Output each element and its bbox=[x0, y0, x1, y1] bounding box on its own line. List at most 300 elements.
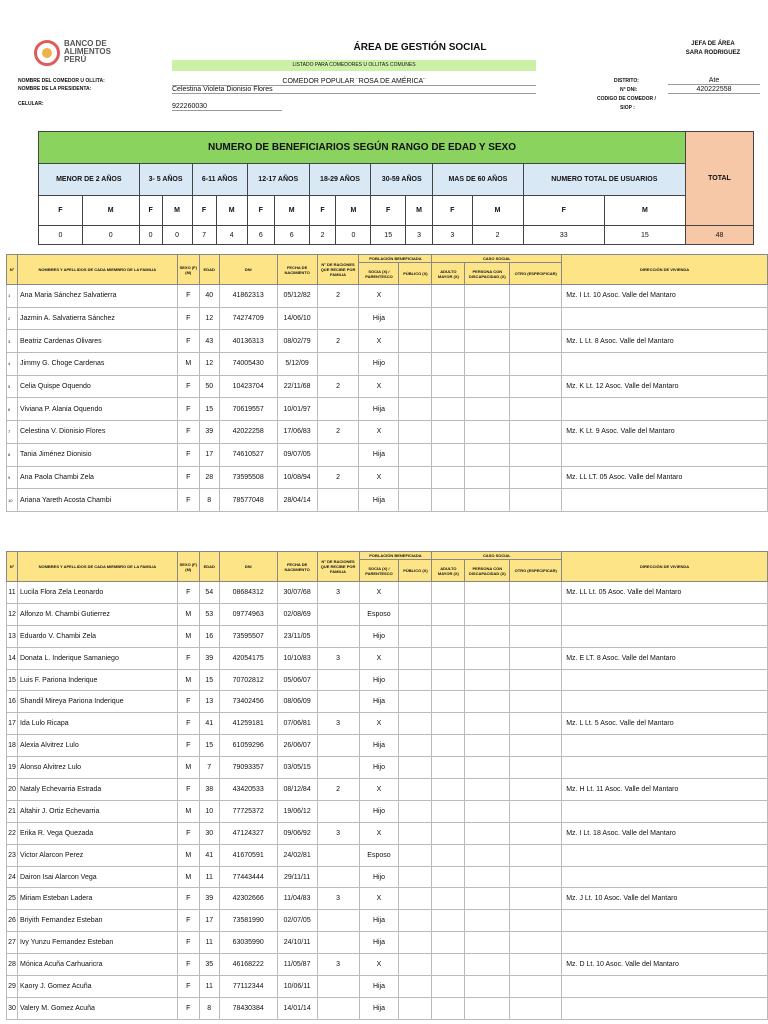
member-publico bbox=[399, 932, 432, 954]
member-name: Jimmy G. Choge Cardenas bbox=[17, 353, 177, 376]
member-adulto bbox=[432, 779, 465, 801]
member-otro bbox=[510, 421, 562, 444]
member-adulto bbox=[432, 466, 465, 489]
member-socia: Hija bbox=[359, 976, 399, 998]
member-rations bbox=[317, 866, 359, 888]
presidenta-field[interactable]: Celestina Violeta Dionisio Flores bbox=[172, 86, 536, 94]
member-adulto bbox=[432, 330, 465, 353]
logo-text: BANCO DE ALIMENTOS PERÚ bbox=[64, 39, 111, 64]
member-rations bbox=[317, 669, 359, 691]
member-discapacidad bbox=[465, 582, 510, 604]
member-adulto bbox=[432, 582, 465, 604]
member-discapacidad bbox=[465, 757, 510, 779]
member-otro bbox=[510, 489, 562, 512]
table-row bbox=[7, 307, 768, 330]
th-num: N° bbox=[7, 552, 18, 582]
member-name: Alonso Alvitrez Lulo bbox=[17, 757, 177, 779]
member-publico bbox=[399, 844, 432, 866]
member-otro bbox=[510, 735, 562, 757]
member-birthdate: 23/11/05 bbox=[277, 625, 317, 647]
member-address: Mz. K Lt. 9 Asoc. Valle del Mantaro bbox=[562, 421, 768, 444]
th-publico: PÚBLICO (X) bbox=[399, 560, 432, 582]
member-discapacidad bbox=[465, 735, 510, 757]
member-address bbox=[562, 866, 768, 888]
row-number: 11 bbox=[7, 582, 18, 604]
member-socia: Hijo bbox=[359, 625, 399, 647]
member-socia: Hija bbox=[359, 997, 399, 1019]
member-age: 39 bbox=[199, 647, 219, 669]
member-adulto bbox=[432, 910, 465, 932]
member-publico bbox=[399, 375, 432, 398]
member-publico bbox=[399, 353, 432, 376]
row-number: 18 bbox=[7, 735, 18, 757]
member-adulto bbox=[432, 822, 465, 844]
member-birthdate: 10/01/97 bbox=[277, 398, 317, 421]
th-age: EDAD bbox=[199, 255, 219, 285]
member-adulto bbox=[432, 691, 465, 713]
member-discapacidad bbox=[465, 398, 510, 421]
row-number: 4 bbox=[7, 353, 18, 376]
member-otro bbox=[510, 307, 562, 330]
member-discapacidad bbox=[465, 779, 510, 801]
member-rations: 3 bbox=[317, 582, 359, 604]
member-birthdate: 24/02/81 bbox=[277, 844, 317, 866]
member-adulto bbox=[432, 443, 465, 466]
member-dni: 41862313 bbox=[219, 285, 277, 308]
member-age: 39 bbox=[199, 888, 219, 910]
member-birthdate: 08/02/79 bbox=[277, 330, 317, 353]
row-number: 19 bbox=[7, 757, 18, 779]
comedor-field[interactable]: COMEDOR POPULAR ¨ROSA DE AMÉRICA¨ bbox=[172, 78, 536, 86]
member-adulto bbox=[432, 353, 465, 376]
member-dni: 42022258 bbox=[219, 421, 277, 444]
member-age: 11 bbox=[199, 932, 219, 954]
member-rations: 2 bbox=[317, 330, 359, 353]
row-number: 7 bbox=[7, 421, 18, 444]
member-age: 7 bbox=[199, 757, 219, 779]
member-birthdate: 05/12/82 bbox=[277, 285, 317, 308]
row-number: 16 bbox=[7, 691, 18, 713]
th-birth: FECHA DE NACIMIENTO bbox=[277, 255, 317, 285]
member-name: Celestina V. Dionisio Flores bbox=[17, 421, 177, 444]
member-name: Celia Quispe Oquendo bbox=[17, 375, 177, 398]
member-address bbox=[562, 800, 768, 822]
member-otro bbox=[510, 866, 562, 888]
member-age: 15 bbox=[199, 735, 219, 757]
th-publico: PÚBLICO (X) bbox=[399, 263, 432, 285]
member-otro bbox=[510, 398, 562, 421]
table-row bbox=[7, 603, 768, 625]
member-otro bbox=[510, 330, 562, 353]
member-adulto bbox=[432, 285, 465, 308]
member-address bbox=[562, 398, 768, 421]
member-publico bbox=[399, 800, 432, 822]
th-poblacion: POBLACIÓN BENEFICIADA bbox=[359, 552, 432, 560]
count-cell: 3 bbox=[433, 226, 472, 245]
member-publico bbox=[399, 779, 432, 801]
member-rations: 2 bbox=[317, 466, 359, 489]
member-dni: 41259181 bbox=[219, 713, 277, 735]
members-table-header bbox=[7, 552, 768, 582]
th-name: NOMBRES Y APELLIDOS DE CADA MIEMBRO DE LA FAMILIA bbox=[17, 552, 177, 582]
age-range-header: 12-17 AÑOS bbox=[247, 164, 309, 196]
member-birthdate: 11/05/87 bbox=[277, 954, 317, 976]
member-dni: 42302666 bbox=[219, 888, 277, 910]
member-birthdate: 5/12/09 bbox=[277, 353, 317, 376]
member-address: Mz. LL LT. 05 Asoc. Valle del Mantaro bbox=[562, 466, 768, 489]
th-socia: SOCIA (X) / PARENTESCO bbox=[359, 560, 399, 582]
member-age: 16 bbox=[199, 625, 219, 647]
th-rations: N° DE RACIONES QUE RECIBE POR FAMILIA bbox=[317, 552, 359, 582]
th-dni: DNI bbox=[219, 255, 277, 285]
table-row bbox=[7, 735, 768, 757]
member-rations: 2 bbox=[317, 285, 359, 308]
member-publico bbox=[399, 888, 432, 910]
member-name: Donata L. Inderique Samaniego bbox=[17, 647, 177, 669]
member-discapacidad bbox=[465, 800, 510, 822]
member-address bbox=[562, 757, 768, 779]
member-socia: Hija bbox=[359, 691, 399, 713]
member-publico bbox=[399, 285, 432, 308]
member-discapacidad bbox=[465, 997, 510, 1019]
celular-field[interactable]: 922260030 bbox=[172, 103, 282, 111]
comedor-label: NOMBRE DEL COMEDOR U OLLITA: bbox=[18, 78, 105, 84]
member-rations: 3 bbox=[317, 822, 359, 844]
member-birthdate: 10/06/11 bbox=[277, 976, 317, 998]
member-discapacidad bbox=[465, 330, 510, 353]
member-dni: 79093357 bbox=[219, 757, 277, 779]
member-dni: 73595508 bbox=[219, 466, 277, 489]
distrito-field[interactable]: Ate bbox=[668, 77, 760, 85]
member-dni: 73581990 bbox=[219, 910, 277, 932]
member-age: 17 bbox=[199, 443, 219, 466]
member-adulto bbox=[432, 375, 465, 398]
row-number: 14 bbox=[7, 647, 18, 669]
member-discapacidad bbox=[465, 489, 510, 512]
sex-header-row bbox=[39, 196, 754, 226]
table-row bbox=[7, 910, 768, 932]
member-discapacidad bbox=[465, 954, 510, 976]
member-dni: 42054175 bbox=[219, 647, 277, 669]
count-cell: 0 bbox=[39, 226, 83, 245]
th-name: NOMBRES Y APELLIDOS DE CADA MIEMBRO DE LA FAMILIA bbox=[17, 255, 177, 285]
age-range-header: MAS DE 60 AÑOS bbox=[433, 164, 524, 196]
th-adulto: ADULTO MAYOR (X) bbox=[432, 263, 465, 285]
member-name: Briyith Fernandez Esteban bbox=[17, 910, 177, 932]
member-address bbox=[562, 976, 768, 998]
jefa-name: SARA RODRIGUEZ bbox=[685, 50, 741, 56]
counts-row bbox=[39, 226, 754, 245]
member-sex: F bbox=[177, 954, 199, 976]
table-row bbox=[7, 844, 768, 866]
member-rations bbox=[317, 489, 359, 512]
row-number: 13 bbox=[7, 625, 18, 647]
sex-f: F bbox=[139, 196, 162, 226]
member-discapacidad bbox=[465, 932, 510, 954]
member-adulto bbox=[432, 932, 465, 954]
count-cell: 2 bbox=[472, 226, 523, 245]
summary-title: NUMERO DE BENEFICIARIOS SEGÚN RANGO DE EDAD Y SEXO bbox=[39, 132, 686, 164]
table-row bbox=[7, 669, 768, 691]
beneficiaries-summary-table bbox=[38, 131, 754, 245]
member-publico bbox=[399, 822, 432, 844]
member-otro bbox=[510, 625, 562, 647]
count-cell: 15 bbox=[604, 226, 685, 245]
member-socia: X bbox=[359, 330, 399, 353]
member-publico bbox=[399, 489, 432, 512]
member-publico bbox=[399, 691, 432, 713]
count-cell: 0 bbox=[139, 226, 162, 245]
member-discapacidad bbox=[465, 375, 510, 398]
table-row bbox=[7, 443, 768, 466]
member-age: 28 bbox=[199, 466, 219, 489]
member-otro bbox=[510, 757, 562, 779]
member-otro bbox=[510, 285, 562, 308]
member-dni: 78577048 bbox=[219, 489, 277, 512]
member-sex: F bbox=[177, 888, 199, 910]
member-name: Ida Lulo Ricapa bbox=[17, 713, 177, 735]
row-number: 1 bbox=[7, 285, 18, 308]
table-row bbox=[7, 375, 768, 398]
member-discapacidad bbox=[465, 285, 510, 308]
member-age: 12 bbox=[199, 307, 219, 330]
member-name: Victor Alarcon Perez bbox=[17, 844, 177, 866]
member-discapacidad bbox=[465, 713, 510, 735]
member-birthdate: 10/08/94 bbox=[277, 466, 317, 489]
member-birthdate: 29/11/11 bbox=[277, 866, 317, 888]
member-socia: Esposo bbox=[359, 603, 399, 625]
member-address bbox=[562, 443, 768, 466]
member-dni: 73595507 bbox=[219, 625, 277, 647]
member-otro bbox=[510, 844, 562, 866]
age-range-header: MENOR DE 2 AÑOS bbox=[39, 164, 140, 196]
member-age: 11 bbox=[199, 976, 219, 998]
member-dni: 78430384 bbox=[219, 997, 277, 1019]
member-otro bbox=[510, 691, 562, 713]
sex-f: F bbox=[247, 196, 274, 226]
member-rations bbox=[317, 443, 359, 466]
member-otro bbox=[510, 954, 562, 976]
member-name: Viviana P. Alania Oquendo bbox=[17, 398, 177, 421]
member-name: Lucila Flora Zela Leonardo bbox=[17, 582, 177, 604]
count-cell: 0 bbox=[162, 226, 192, 245]
member-birthdate: 14/06/10 bbox=[277, 307, 317, 330]
member-birthdate: 02/08/69 bbox=[277, 603, 317, 625]
jefa-block bbox=[668, 40, 758, 58]
member-age: 43 bbox=[199, 330, 219, 353]
member-publico bbox=[399, 603, 432, 625]
th-direccion: DIRECCIÓN DE VIVIENDA bbox=[562, 552, 768, 582]
member-otro bbox=[510, 997, 562, 1019]
table-row bbox=[7, 582, 768, 604]
member-sex: F bbox=[177, 713, 199, 735]
member-adulto bbox=[432, 307, 465, 330]
member-name: Altahir J. Ortiz Echevarria bbox=[17, 800, 177, 822]
member-adulto bbox=[432, 603, 465, 625]
th-socia: SOCIA (X) / PARENTESCO bbox=[359, 263, 399, 285]
row-number: 28 bbox=[7, 954, 18, 976]
count-cell: 33 bbox=[523, 226, 604, 245]
member-sex: M bbox=[177, 800, 199, 822]
member-address: Mz. H Lt. 11 Asoc. Valle del Mantaro bbox=[562, 779, 768, 801]
member-birthdate: 30/07/68 bbox=[277, 582, 317, 604]
dni-field[interactable]: 420222558 bbox=[668, 86, 760, 94]
th-birth: FECHA DE NACIMIENTO bbox=[277, 552, 317, 582]
member-name: Luis F. Pariona Inderique bbox=[17, 669, 177, 691]
member-address: Mz. I Lt. 10 Asoc. Valle del Mantaro bbox=[562, 285, 768, 308]
member-dni: 73402456 bbox=[219, 691, 277, 713]
member-name: Miriam Esteban Ladera bbox=[17, 888, 177, 910]
member-name: Ana Maria Sánchez Salvatierra bbox=[17, 285, 177, 308]
row-number: 5 bbox=[7, 375, 18, 398]
member-birthdate: 19/06/12 bbox=[277, 800, 317, 822]
celular-label: CELULAR: bbox=[18, 101, 44, 107]
member-discapacidad bbox=[465, 822, 510, 844]
member-publico bbox=[399, 976, 432, 998]
member-sex: M bbox=[177, 757, 199, 779]
table-row bbox=[7, 800, 768, 822]
member-sex: M bbox=[177, 866, 199, 888]
member-birthdate: 09/07/05 bbox=[277, 443, 317, 466]
th-sex: SEXO (F) (M) bbox=[177, 552, 199, 582]
member-socia: X bbox=[359, 647, 399, 669]
count-cell: 15 bbox=[371, 226, 406, 245]
member-socia: X bbox=[359, 375, 399, 398]
member-socia: Hijo bbox=[359, 353, 399, 376]
member-sex: F bbox=[177, 997, 199, 1019]
presidenta-label: NOMBRE DE LA PRESIDENTA: bbox=[18, 86, 92, 92]
row-number: 12 bbox=[7, 603, 18, 625]
member-dni: 70702812 bbox=[219, 669, 277, 691]
th-otro: OTRO (ESPECIFICAR) bbox=[510, 560, 562, 582]
age-range-header: 30-59 AÑOS bbox=[371, 164, 433, 196]
member-otro bbox=[510, 976, 562, 998]
member-publico bbox=[399, 443, 432, 466]
row-number: 22 bbox=[7, 822, 18, 844]
member-sex: F bbox=[177, 582, 199, 604]
member-age: 40 bbox=[199, 285, 219, 308]
member-publico bbox=[399, 735, 432, 757]
member-sex: M bbox=[177, 669, 199, 691]
member-address bbox=[562, 735, 768, 757]
member-age: 50 bbox=[199, 375, 219, 398]
member-dni: 74610527 bbox=[219, 443, 277, 466]
member-adulto bbox=[432, 735, 465, 757]
total-value: 48 bbox=[686, 226, 754, 245]
member-publico bbox=[399, 910, 432, 932]
member-publico bbox=[399, 307, 432, 330]
member-socia: Hijo bbox=[359, 800, 399, 822]
member-birthdate: 07/06/81 bbox=[277, 713, 317, 735]
sex-f: F bbox=[39, 196, 83, 226]
logo bbox=[34, 40, 124, 68]
member-birthdate: 17/06/83 bbox=[277, 421, 317, 444]
member-name: Ivy Yunzu Fernandez Esteban bbox=[17, 932, 177, 954]
member-publico bbox=[399, 582, 432, 604]
member-rations bbox=[317, 932, 359, 954]
member-birthdate: 02/07/05 bbox=[277, 910, 317, 932]
count-cell: 3 bbox=[406, 226, 433, 245]
member-sex: F bbox=[177, 647, 199, 669]
member-adulto bbox=[432, 800, 465, 822]
age-range-header: NUMERO TOTAL DE USUARIOS bbox=[523, 164, 685, 196]
row-number: 3 bbox=[7, 330, 18, 353]
member-birthdate: 03/05/15 bbox=[277, 757, 317, 779]
table-row bbox=[7, 866, 768, 888]
member-address bbox=[562, 489, 768, 512]
member-rations: 3 bbox=[317, 647, 359, 669]
table-row bbox=[7, 625, 768, 647]
table-row bbox=[7, 822, 768, 844]
page-title: ÁREA DE GESTIÓN SOCIAL bbox=[353, 42, 487, 53]
member-sex: F bbox=[177, 466, 199, 489]
member-otro bbox=[510, 932, 562, 954]
member-publico bbox=[399, 954, 432, 976]
member-dni: 74005430 bbox=[219, 353, 277, 376]
age-range-header: 3- 5 AÑOS bbox=[139, 164, 192, 196]
member-rations bbox=[317, 625, 359, 647]
th-num: N° bbox=[7, 255, 18, 285]
member-discapacidad bbox=[465, 691, 510, 713]
row-number: 26 bbox=[7, 910, 18, 932]
member-otro bbox=[510, 822, 562, 844]
member-age: 53 bbox=[199, 603, 219, 625]
member-name: Jazmin A. Salvatierra Sánchez bbox=[17, 307, 177, 330]
sex-f: F bbox=[309, 196, 336, 226]
member-address bbox=[562, 307, 768, 330]
member-socia: Hija bbox=[359, 910, 399, 932]
member-adulto bbox=[432, 976, 465, 998]
member-age: 8 bbox=[199, 489, 219, 512]
member-otro bbox=[510, 888, 562, 910]
member-age: 15 bbox=[199, 669, 219, 691]
member-rations bbox=[317, 603, 359, 625]
member-discapacidad bbox=[465, 307, 510, 330]
member-rations bbox=[317, 800, 359, 822]
member-name: Tania Jiménez Dionisio bbox=[17, 443, 177, 466]
member-publico bbox=[399, 647, 432, 669]
member-sex: F bbox=[177, 779, 199, 801]
member-address: Mz. L Lt. 8 Asoc. Valle del Mantaro bbox=[562, 330, 768, 353]
member-otro bbox=[510, 603, 562, 625]
member-age: 17 bbox=[199, 910, 219, 932]
member-birthdate: 10/10/83 bbox=[277, 647, 317, 669]
member-otro bbox=[510, 353, 562, 376]
member-socia: X bbox=[359, 285, 399, 308]
member-sex: F bbox=[177, 932, 199, 954]
member-name: Ariana Yareth Acosta Chambi bbox=[17, 489, 177, 512]
member-discapacidad bbox=[465, 603, 510, 625]
member-name: Alexia Alvitrez Lulo bbox=[17, 735, 177, 757]
table-row bbox=[7, 691, 768, 713]
row-number: 6 bbox=[7, 398, 18, 421]
row-number: 29 bbox=[7, 976, 18, 998]
member-otro bbox=[510, 375, 562, 398]
member-rations bbox=[317, 976, 359, 998]
member-otro bbox=[510, 779, 562, 801]
member-otro bbox=[510, 443, 562, 466]
member-name: Eduardo V. Chambi Zela bbox=[17, 625, 177, 647]
member-discapacidad bbox=[465, 421, 510, 444]
member-publico bbox=[399, 421, 432, 444]
member-sex: F bbox=[177, 330, 199, 353]
member-discapacidad bbox=[465, 910, 510, 932]
member-birthdate: 08/06/09 bbox=[277, 691, 317, 713]
count-cell: 2 bbox=[309, 226, 336, 245]
member-sex: F bbox=[177, 375, 199, 398]
member-adulto bbox=[432, 669, 465, 691]
sex-m: M bbox=[274, 196, 309, 226]
